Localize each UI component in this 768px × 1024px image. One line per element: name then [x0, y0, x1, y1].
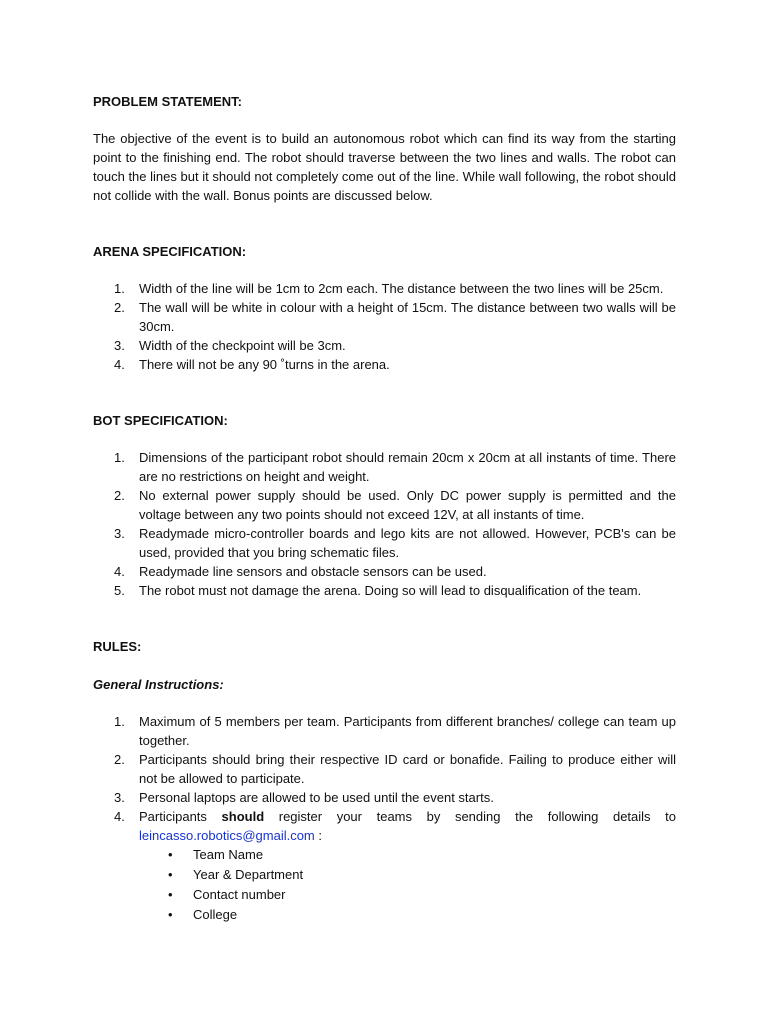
- list-number: 4.: [114, 564, 125, 579]
- list-item: [93, 562, 676, 581]
- list-item: [93, 336, 676, 355]
- list-text: Width of the checkpoint will be 3cm.: [139, 338, 346, 353]
- list-item: [93, 355, 676, 374]
- email-link[interactable]: leincasso.robotics@gmail.com: [139, 828, 315, 843]
- list-number: 3.: [114, 338, 125, 353]
- bullet-item: [93, 905, 676, 925]
- problem-statement-text: The objective of the event is to build an autonomous robot which can find its way from the starting point to the finishing end. The robot should traverse between the two lines and walls. The robot can touch the lines but it should not completely come out of the line. While wall following, the robot should not collide with the wall. Bonus points are discussed below.: [93, 131, 676, 203]
- list-number: 1.: [114, 450, 125, 465]
- bullet-icon: •: [168, 847, 173, 862]
- problem-statement-heading: PROBLEM STATEMENT:: [93, 94, 243, 109]
- list-item: [93, 581, 676, 600]
- list-item: [93, 448, 676, 486]
- bullet-icon: •: [168, 867, 173, 882]
- list-item: [93, 298, 676, 336]
- bot-specification-heading: BOT SPECIFICATION:: [93, 413, 228, 428]
- list-number: 4.: [114, 809, 125, 824]
- list-text: Readymade line sensors and obstacle sensors can be used.: [139, 564, 487, 579]
- list-number: 1.: [114, 281, 125, 296]
- list-text-prefix: Participants: [139, 809, 222, 824]
- rules-heading: RULES:: [93, 639, 142, 654]
- document-page: [93, 92, 676, 925]
- list-item: [93, 807, 676, 845]
- list-number: 3.: [114, 526, 125, 541]
- bullet-item: [93, 865, 676, 885]
- list-item: [93, 524, 676, 562]
- list-item: [93, 788, 676, 807]
- bot-list: [93, 448, 676, 600]
- list-number: 5.: [114, 583, 125, 598]
- list-text: Maximum of 5 members per team. Participants from different branches/ college can team up together.: [139, 714, 676, 748]
- list-item: [93, 712, 676, 750]
- list-item: [93, 486, 676, 524]
- bullet-text: Year & Department: [193, 867, 304, 882]
- list-text-bold: should: [221, 809, 265, 824]
- bullet-icon: •: [168, 887, 173, 902]
- list-item: [93, 279, 676, 298]
- bullet-text: Contact number: [193, 887, 286, 902]
- bullet-text: College: [193, 907, 238, 922]
- details-bullet-list: [93, 845, 676, 925]
- bullet-text: Team Name: [193, 847, 264, 862]
- bullet-item: [93, 845, 676, 865]
- list-number: 3.: [114, 790, 125, 805]
- list-text: Readymade micro-controller boards and lego kits are not allowed. However, PCB's can be used, provided that you bring schematic files.: [139, 526, 676, 560]
- bullet-icon: •: [168, 907, 173, 922]
- list-number: 2.: [114, 300, 125, 315]
- arena-list: [93, 279, 676, 374]
- list-text: Participants should bring their respective ID card or bonafide. Failing to produce either will not be allowed to participate.: [139, 752, 676, 786]
- list-number: 4.: [114, 357, 125, 372]
- list-text-suffix: register your teams by sending the following details to: [264, 809, 676, 824]
- list-text: Dimensions of the participant robot should remain 20cm x 20cm at all instants of time. There are no restrictions on height and weight.: [139, 450, 676, 484]
- list-text: There will not be any 90 ˚turns in the arena.: [139, 357, 390, 372]
- list-text-end: :: [314, 828, 322, 843]
- rules-list: [93, 712, 676, 845]
- list-item: [93, 750, 676, 788]
- list-text: Width of the line will be 1cm to 2cm each. The distance between the two lines will be 25cm.: [139, 281, 664, 296]
- general-instructions-subheading: General Instructions:: [93, 677, 224, 692]
- list-text: Personal laptops are allowed to be used until the event starts.: [139, 790, 494, 805]
- list-text: The robot must not damage the arena. Doing so will lead to disqualification of the team.: [139, 583, 642, 598]
- list-number: 2.: [114, 752, 125, 767]
- bullet-item: [93, 885, 676, 905]
- list-number: 2.: [114, 488, 125, 503]
- list-number: 1.: [114, 714, 125, 729]
- list-text: The wall will be white in colour with a height of 15cm. The distance between two walls will be 30cm.: [139, 300, 676, 334]
- list-text: No external power supply should be used. Only DC power supply is permitted and the voltage between any two points should not exceed 12V, at all instants of time.: [139, 488, 676, 522]
- arena-specification-heading: ARENA SPECIFICATION:: [93, 244, 247, 259]
